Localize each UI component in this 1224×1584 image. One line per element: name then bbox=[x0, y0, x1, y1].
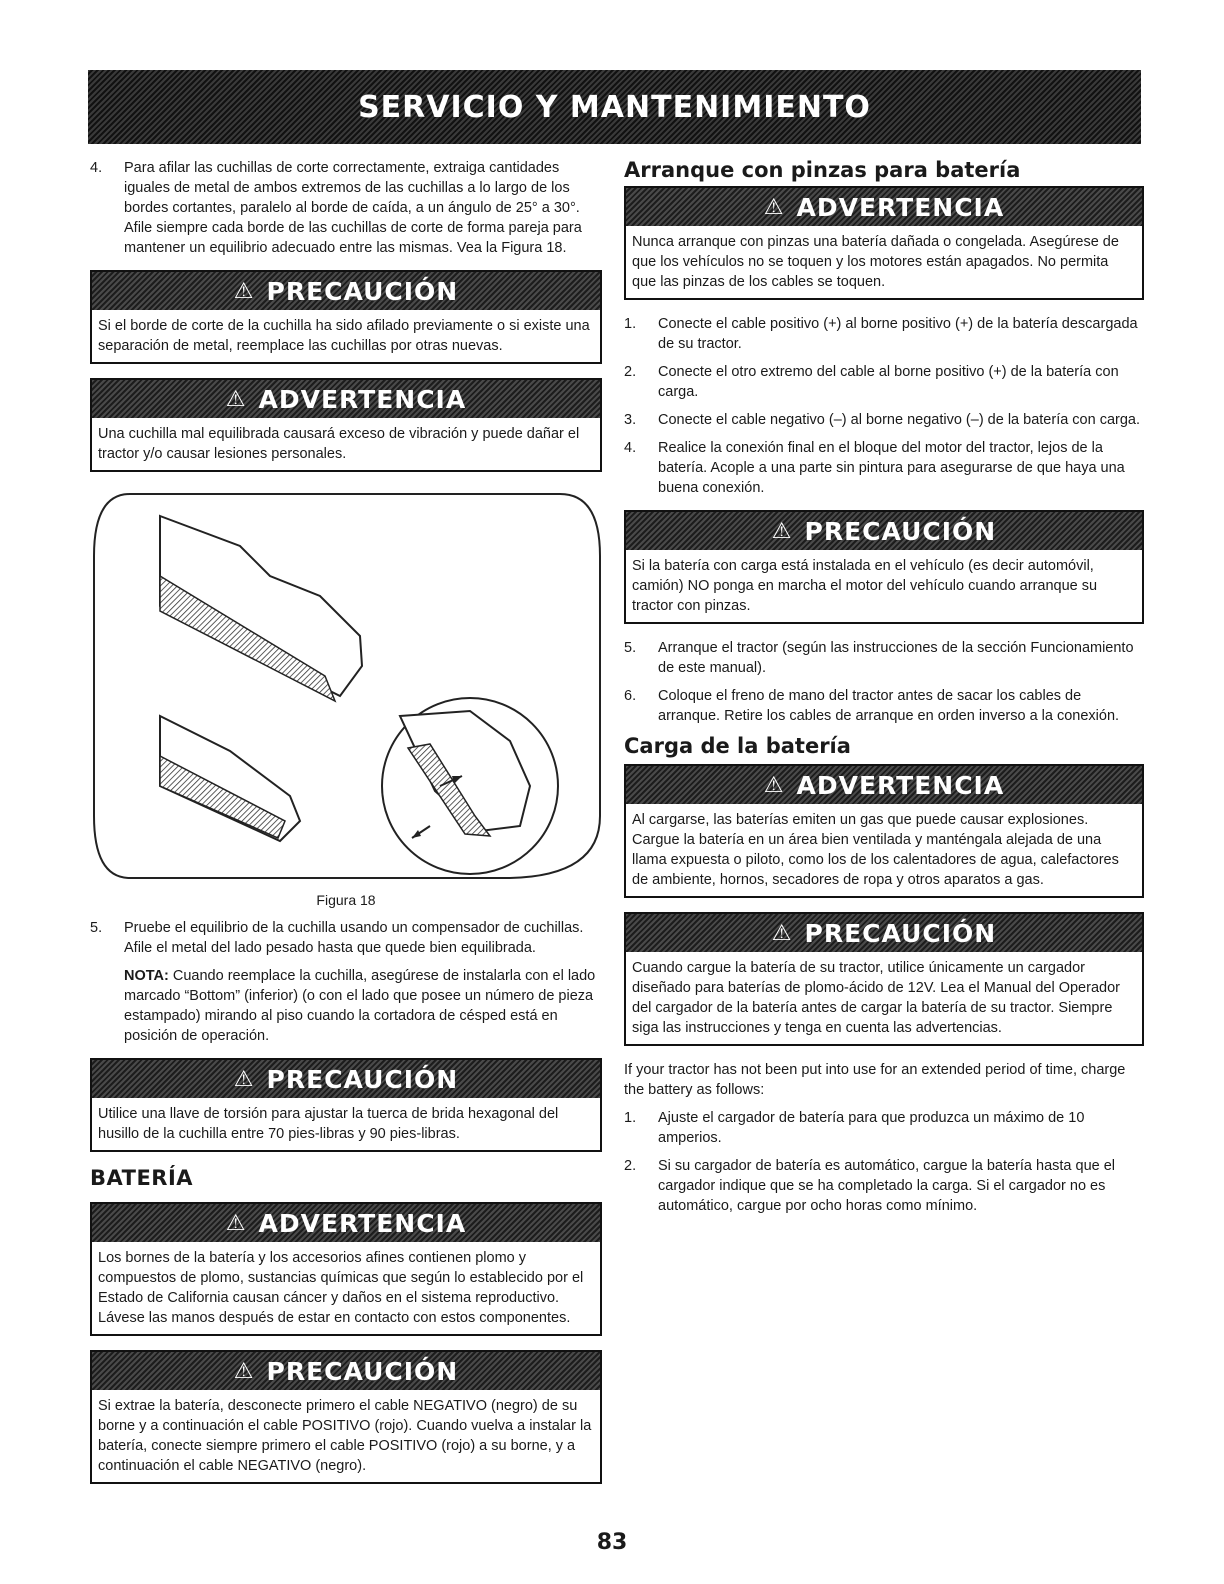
caution-box bbox=[624, 510, 1144, 624]
step-text: Ajuste el cargador de batería para que produzca un máximo de 10 amperios. bbox=[658, 1110, 1085, 1146]
step-number: 3. bbox=[624, 412, 637, 428]
warning-box bbox=[90, 378, 602, 472]
step-number: 1. bbox=[624, 1110, 637, 1126]
page-header-banner bbox=[88, 70, 1141, 144]
caution-title: PRECAUCIÓN bbox=[266, 1356, 459, 1386]
warning-text: Al cargarse, las baterías emiten un gas que puede causar explosiones. Cargue la batería en un área bien ventilada y manténgala alejada de una llama expuesta o piloto, como los de los calentadores de agua, calefactores de ambiente, hornos, secadores de ropa y otros aparatos a gas. bbox=[632, 812, 1119, 888]
warning-title: ADVERTENCIA bbox=[258, 384, 467, 414]
jump-start-steps-continued bbox=[624, 638, 1144, 726]
warning-title: ADVERTENCIA bbox=[796, 770, 1005, 800]
warning-triangle-icon: ⚠ bbox=[233, 1358, 255, 1384]
blade-illustration bbox=[90, 486, 602, 886]
note-text: Cuando reemplace la cuchilla, asegúrese de instalarla con el lado marcado “Bottom” (inferior) (o con el lado que posee un número de pieza estampado) mirando al piso cuando la cortadora de césped está en posición de operación. bbox=[124, 968, 596, 1044]
warning-text: Una cuchilla mal equilibrada causará exceso de vibración y puede dañar el tractor y/o causar lesiones personales. bbox=[98, 426, 580, 462]
caution-text: Si el borde de corte de la cuchilla ha sido afilado previamente o si existe una separación de metal, reemplace las cuchillas por otras nuevas. bbox=[98, 318, 590, 354]
warning-text: Nunca arranque con pinzas una batería dañada o congelada. Asegúrese de que los vehículos no se toquen y los motores están apagados. No permita que las pinzas de los cables se toquen. bbox=[632, 234, 1119, 290]
warning-triangle-icon: ⚠ bbox=[771, 920, 793, 946]
warning-triangle-icon: ⚠ bbox=[225, 386, 247, 412]
section-heading-bateria: BATERÍA bbox=[90, 1166, 194, 1190]
step-item bbox=[624, 438, 1144, 498]
caution-title: PRECAUCIÓN bbox=[266, 276, 459, 306]
warning-title: ADVERTENCIA bbox=[796, 192, 1005, 222]
step-item bbox=[624, 362, 1144, 402]
warning-triangle-icon: ⚠ bbox=[771, 518, 793, 544]
warning-box bbox=[624, 764, 1144, 898]
warning-box bbox=[624, 186, 1144, 300]
step-number: 5. bbox=[90, 920, 103, 936]
step-item bbox=[90, 158, 602, 258]
caution-box bbox=[90, 270, 602, 364]
warning-triangle-icon: ⚠ bbox=[763, 194, 785, 220]
section-heading-carga: Carga de la batería bbox=[624, 734, 851, 758]
caution-box bbox=[90, 1058, 602, 1152]
charge-intro-paragraph: If your tractor has not been put into use for an extended period of time, charge the battery as follows: bbox=[624, 1062, 1126, 1098]
caution-title: PRECAUCIÓN bbox=[266, 1064, 459, 1094]
step-text: Coloque el freno de mano del tractor antes de sacar los cables de arranque. Retire los cables de arranque en orden inverso a la conexión. bbox=[658, 688, 1120, 724]
warning-box bbox=[90, 1202, 602, 1336]
step-number: 2. bbox=[624, 364, 637, 380]
caution-text: Cuando cargue la batería de su tractor, utilice únicamente un cargador diseñado para baterías de plomo-ácido de 12V. Lea el Manual del Operador del cargador de la batería antes de cargar la batería de su tractor. Siempre siga las instrucciones y tenga en cuenta las advertencias. bbox=[632, 960, 1120, 1036]
jump-start-steps bbox=[624, 314, 1144, 498]
page-number: 83 bbox=[596, 1530, 628, 1555]
left-column bbox=[90, 158, 602, 1498]
caution-box bbox=[624, 912, 1144, 1046]
warning-triangle-icon: ⚠ bbox=[225, 1210, 247, 1236]
right-column bbox=[624, 158, 1144, 1224]
step-text: Arranque el tractor (según las instrucciones de la sección Funcionamiento de este manual). bbox=[658, 640, 1134, 676]
figure-caption: Figura 18 bbox=[316, 892, 376, 908]
step-number: 2. bbox=[624, 1158, 637, 1174]
caution-title: PRECAUCIÓN bbox=[804, 918, 997, 948]
warning-title: ADVERTENCIA bbox=[258, 1208, 467, 1238]
step-text: Para afilar las cuchillas de corte correctamente, extraiga cantidades iguales de metal de ambos extremos de las cuchillas a lo largo de los bordes cortantes, paralelo al borde de caída, a un ángulo de 25° a 30°. Afile siempre cada borde de las cuchillas de corte de forma pareja para mantener un equilibrio adecuado entre las mismas. Vea la Figura 18. bbox=[124, 160, 582, 256]
step-text: Pruebe el equilibrio de la cuchilla usando un compensador de cuchillas. Afile el metal del lado pesado hasta que quede bien equilibrada. bbox=[124, 920, 584, 956]
section-heading-arranque: Arranque con pinzas para batería bbox=[624, 158, 1021, 182]
warning-triangle-icon: ⚠ bbox=[233, 1066, 255, 1092]
caution-text: Utilice una llave de torsión para ajustar la tuerca de brida hexagonal del husillo de la cuchilla entre 70 pies-libras y 90 pies-libras. bbox=[98, 1106, 559, 1142]
step-item bbox=[624, 314, 1144, 354]
step-number: 4. bbox=[624, 440, 637, 456]
step-number: 6. bbox=[624, 688, 637, 704]
caution-title: PRECAUCIÓN bbox=[804, 516, 997, 546]
step-text: Si su cargador de batería es automático, cargue la batería hasta que el cargador indique que se ha completado la carga. Si el cargador no es automático, cargue por ocho horas como mínimo. bbox=[658, 1158, 1116, 1214]
step-number: 5. bbox=[624, 640, 637, 656]
step-item bbox=[624, 410, 1144, 430]
step-item bbox=[624, 638, 1144, 678]
caution-text: Si extrae la batería, desconecte primero el cable NEGATIVO (negro) de su borne y a continuación el cable POSITIVO (rojo). Cuando vuelva a instalar la batería, conecte siempre primero el cable POSITIVO (rojo) a su borne, y a continuación el cable NEGATIVO (negro). bbox=[98, 1398, 592, 1474]
page-title: SERVICIO Y MANTENIMIENTO bbox=[358, 89, 871, 125]
note-paragraph bbox=[90, 966, 602, 1046]
caution-text: Si la batería con carga está instalada en el vehículo (es decir automóvil, camión) NO ponga en marcha el motor del vehículo cuando arranque su tractor con pinzas. bbox=[632, 558, 1098, 614]
step-item bbox=[624, 1156, 1144, 1216]
step-text: Conecte el otro extremo del cable al borne positivo (+) de la batería con carga. bbox=[658, 364, 1119, 400]
step-text: Conecte el cable negativo (–) al borne negativo (–) de la batería con carga. bbox=[658, 412, 1141, 428]
step-item bbox=[624, 1108, 1144, 1148]
note-label: NOTA: bbox=[124, 968, 169, 984]
charging-steps bbox=[624, 1108, 1144, 1216]
warning-triangle-icon: ⚠ bbox=[233, 278, 255, 304]
step-item bbox=[624, 686, 1144, 726]
step-number: 4. bbox=[90, 160, 103, 176]
warning-triangle-icon: ⚠ bbox=[763, 772, 785, 798]
step-item bbox=[90, 918, 602, 958]
step-text: Realice la conexión final en el bloque del motor del tractor, lejos de la batería. Acople a una parte sin pintura para asegurarse de que haya una buena conexión. bbox=[658, 440, 1125, 496]
warning-text: Los bornes de la batería y los accesorios afines contienen plomo y compuestos de plomo, sustancias químicas que según lo establecido por el Estado de California causan cáncer y daños en el sistema reproductivo. Lávese las manos después de estar en contacto con estos componentes. bbox=[98, 1250, 584, 1326]
step-text: Conecte el cable positivo (+) al borne positivo (+) de la batería descargada de su tractor. bbox=[658, 316, 1138, 352]
caution-box bbox=[90, 1350, 602, 1484]
step-number: 1. bbox=[624, 316, 637, 332]
blade-sharpening-figure bbox=[90, 486, 602, 886]
